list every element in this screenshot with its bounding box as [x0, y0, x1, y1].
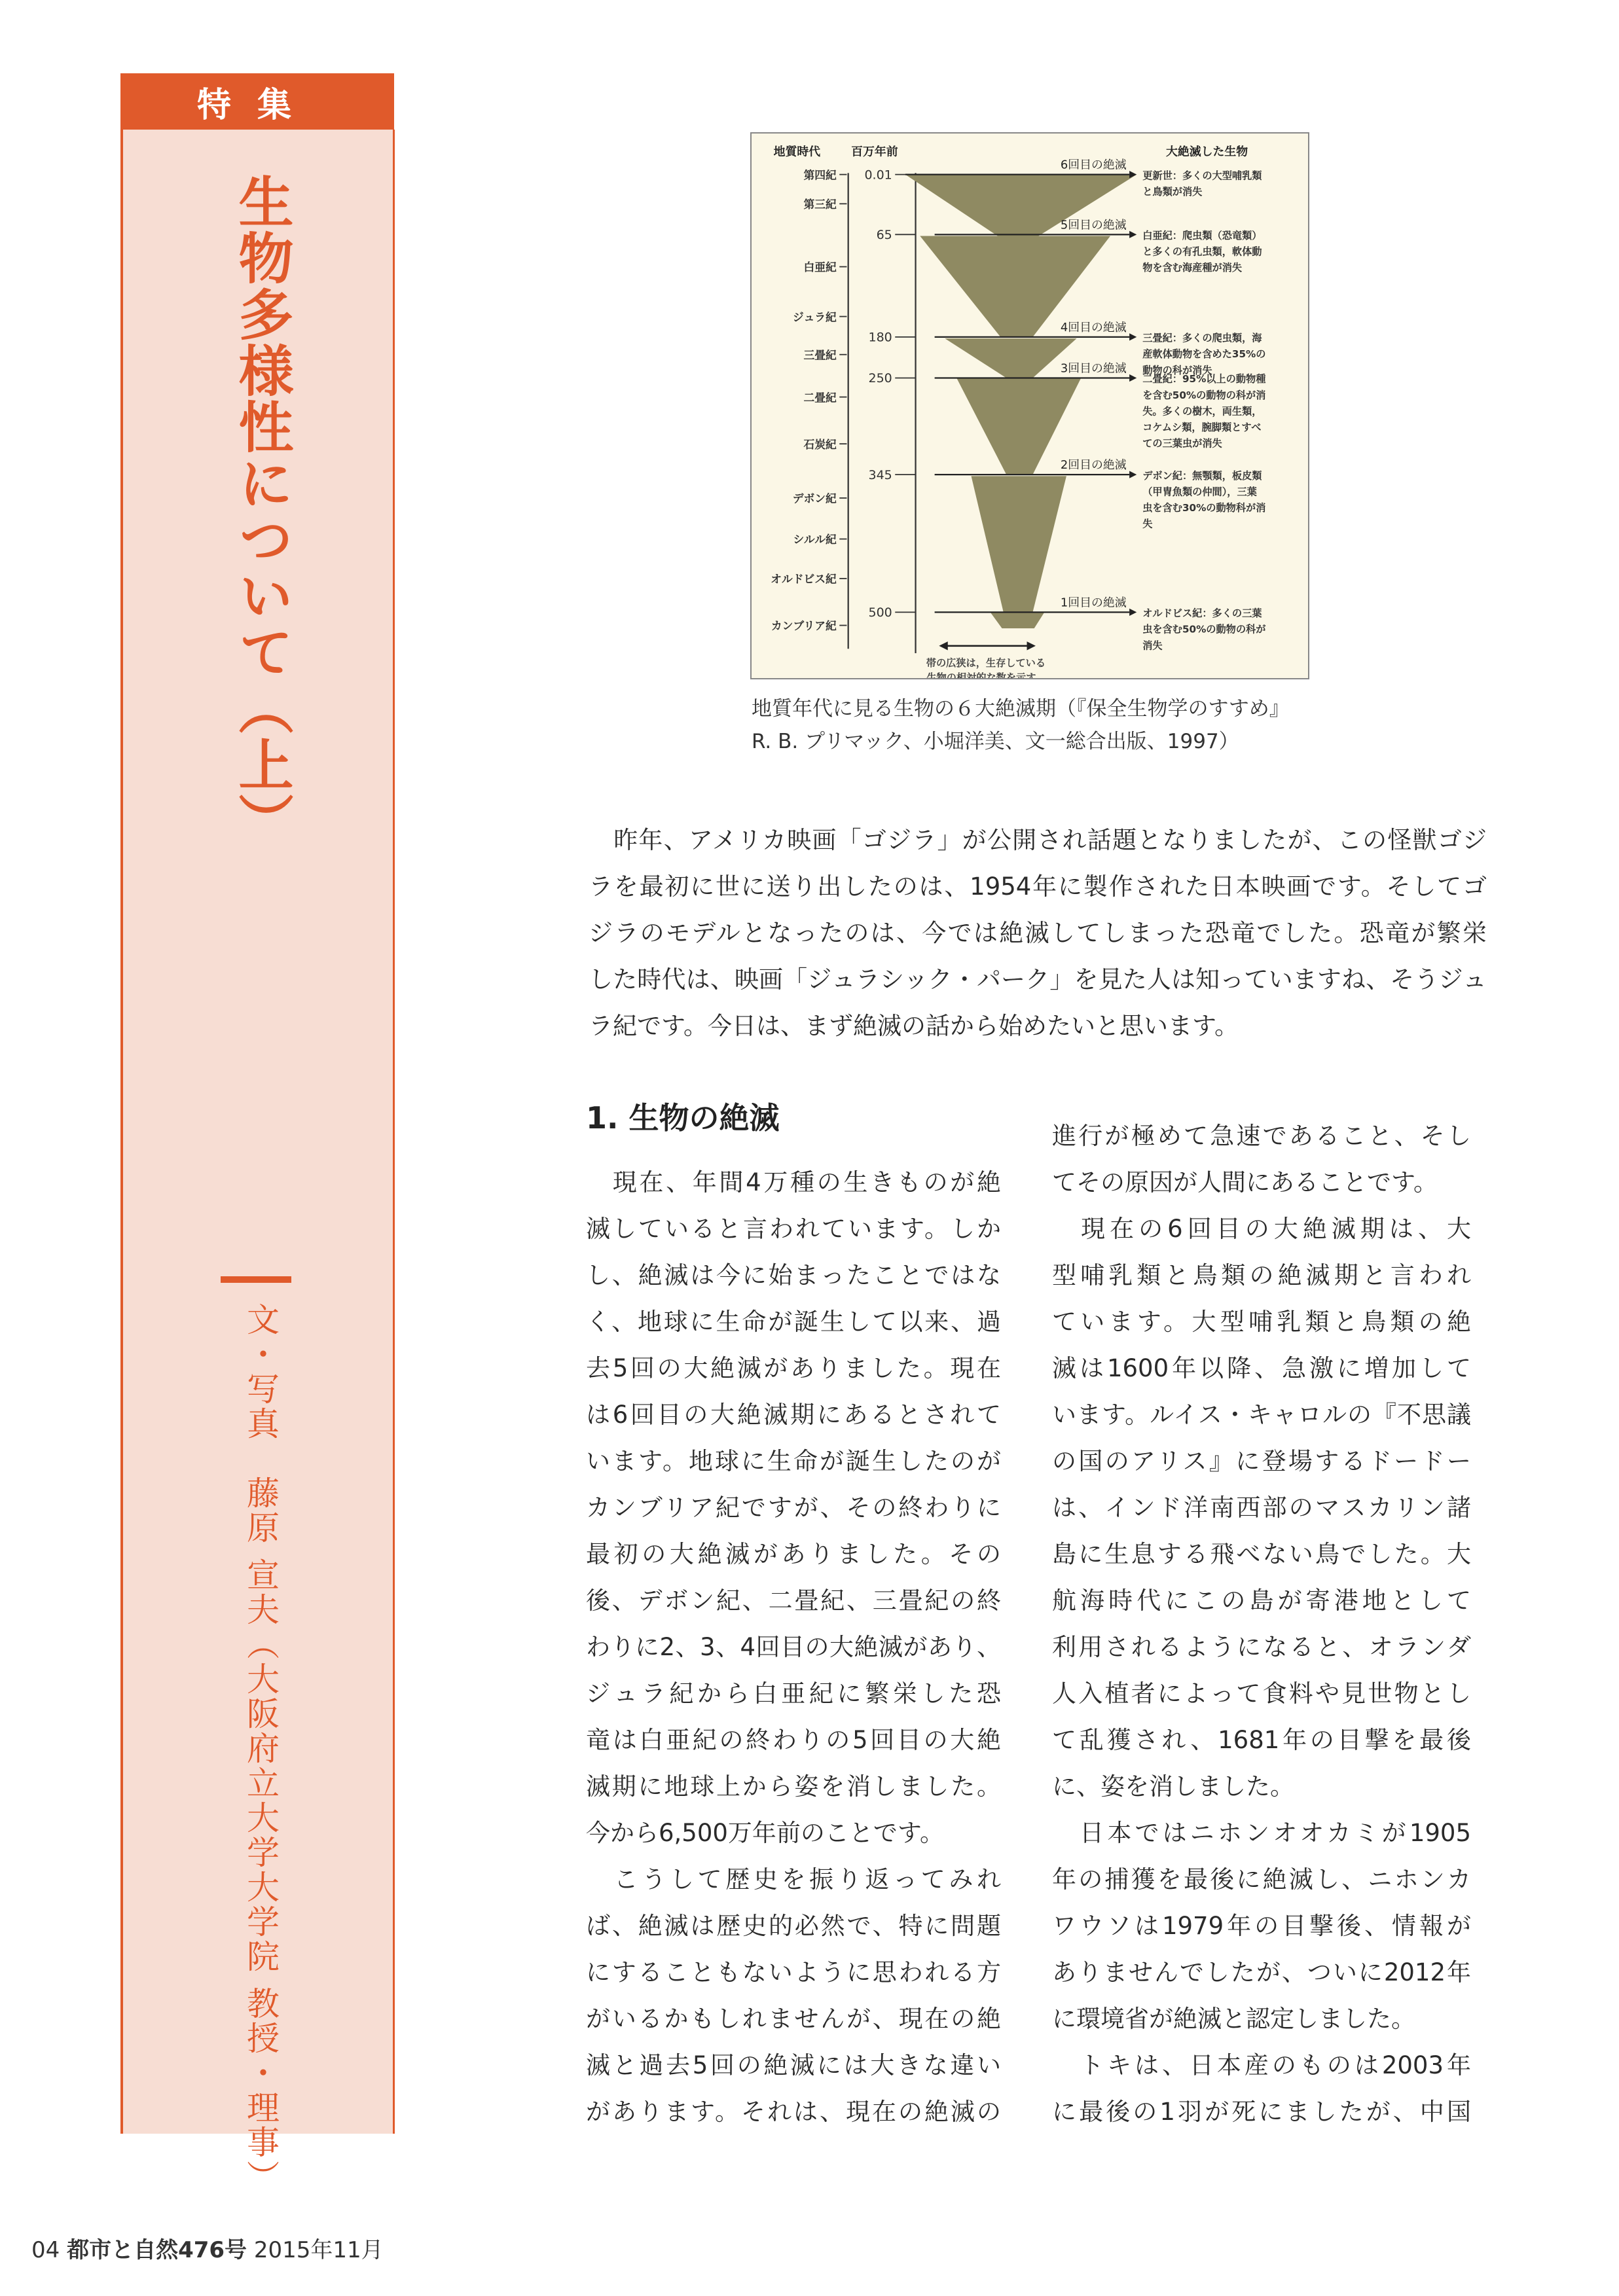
text-line: があります。それは、現在の絶滅の [586, 2098, 1001, 2126]
text-line: 今から6,500万年前のことです。 [586, 1819, 944, 1847]
extinction-label: 5回目の絶滅 [1060, 218, 1127, 232]
text-line: ワウソは1979年の目撃後、情報が [1052, 1912, 1471, 1940]
text-line: 利用されるようになると、オランダ [1052, 1633, 1471, 1661]
extinction-desc: 失。多くの樹木，両生類， [1142, 405, 1262, 418]
intro-paragraph [589, 817, 1487, 1049]
extinction-desc: 虫を含む50%の動物の科が [1142, 623, 1266, 636]
extinction-label: 2回目の絶滅 [1060, 458, 1127, 473]
diversity-band [991, 612, 1045, 628]
extinction-desc: 物を含む海産種が消失 [1142, 262, 1243, 274]
extinction-desc: （甲冑魚類の仲間），三葉 [1142, 486, 1257, 498]
diversity-band [972, 476, 1066, 612]
extinction-diagram [750, 132, 1309, 679]
arrow-icon [1129, 609, 1137, 616]
text-line: 島に生息する飛べない鳥でした。大 [1052, 1540, 1471, 1568]
text-line: は6回目の大絶滅期にあるとされて [586, 1401, 1001, 1429]
text-line: トキは、日本産のものは2003年 [1052, 2051, 1471, 2079]
age-label: 0.01 [864, 168, 892, 183]
extinction-desc: ての三葉虫が消失 [1142, 437, 1222, 450]
extinction-desc: と多くの有孔虫類，軟体動 [1142, 245, 1262, 258]
note-line: 生物の相対的な数を示す。 [926, 672, 1046, 678]
article-title: 生物多様性について（上） [230, 173, 294, 849]
period-label: 石炭紀 [803, 437, 837, 451]
arrow-icon [1129, 171, 1137, 178]
text-line: の国のアリス』に登場するドードー [1052, 1447, 1471, 1475]
extinction-desc: 虫を含む30%の動物科が消 [1142, 502, 1266, 514]
page-number: 04 [31, 2237, 60, 2263]
text-line: 型哺乳類と鳥類の絶滅期と言われ [1052, 1261, 1471, 1289]
extinction-desc: コケムシ類，腕脚類とすべ [1142, 422, 1262, 434]
text-line: ラを最初に世に送り出したのは、1954年に製作された日本映画です。そしてゴ [589, 872, 1487, 901]
text-line: 航海時代にこの島が寄港地として [1052, 1587, 1471, 1615]
text-line: 滅と過去5回の絶滅には大きな違い [586, 2051, 1001, 2079]
text-line: ています。大型哺乳類と鳥類の絶 [1052, 1308, 1471, 1336]
age-label: 65 [876, 228, 892, 243]
extinction-label: 4回目の絶滅 [1060, 320, 1127, 334]
extinction-desc: 白亜紀：爬虫類（恐竜類） [1142, 230, 1262, 242]
article-author: 文・写真 藤原 宣夫（大阪府立大学大学院 教授・理事） [242, 1302, 280, 2195]
age-label: 345 [868, 467, 892, 482]
caption-line: 地質年代に見る生物の６大絶滅期（『保全生物学のすすめ』 [752, 697, 1290, 721]
age-label: 500 [868, 605, 892, 620]
text-line: 年の捕獲を最後に絶滅し、ニホンカ [1052, 1865, 1471, 1893]
issue-date: 2015年11月 [253, 2237, 384, 2263]
header-age: 百万年前 [851, 145, 898, 159]
text-line: ジュラ紀から白亜紀に繁栄した恐 [586, 1679, 1001, 1708]
extinction-desc: 産軟体動物を含めた35%の [1142, 348, 1266, 361]
age-label: 180 [868, 330, 892, 345]
text-line: く、地球に生命が誕生して以来、過 [586, 1308, 1001, 1336]
text-line: ば、絶滅は歴史的必然で、特に問題 [586, 1912, 1001, 1940]
text-line: に最後の1羽が死にましたが、中国 [1052, 2098, 1471, 2126]
arrow-icon [1129, 333, 1137, 340]
text-line: 後、デボン紀、二畳紀、三畳紀の終 [586, 1587, 1001, 1615]
text-line: ありませんでしたが、ついに2012年 [1052, 1958, 1471, 1986]
note-line: 帯の広狭は，生存している [926, 657, 1046, 670]
text-line: て乱獲され、1681年の目撃を最後 [1052, 1726, 1471, 1754]
text-line: カンブリア紀ですが、その終わりに [586, 1494, 1001, 1522]
period-label: シルル紀 [793, 533, 837, 547]
page-footer [31, 2232, 384, 2264]
extinction-label: 6回目の絶滅 [1060, 158, 1127, 172]
arrow-left-icon [939, 641, 947, 650]
text-line: います。地球に生命が誕生したのが [586, 1447, 1001, 1475]
period-label: 第四紀 [803, 168, 837, 182]
text-line: した時代は、映画「ジュラシック・パーク」を見た人は知っていますね、そうジュ [589, 965, 1487, 994]
extinction-label: 3回目の絶滅 [1060, 361, 1127, 376]
arrow-icon [1129, 471, 1137, 478]
text-line: ラ紀です。今日は、まず絶滅の話から始めたいと思います。 [589, 1012, 1239, 1040]
text-line: 昨年、アメリカ映画「ゴジラ」が公開され話題となりましたが、この怪獣ゴジ [589, 826, 1487, 854]
extinction-desc: 更新世：多くの大型哺乳類 [1142, 170, 1262, 182]
extinction-desc: デボン紀：無顎類，板皮類 [1142, 469, 1262, 482]
period-label: オルドビス紀 [771, 572, 837, 586]
text-line: 現在の6回目の大絶滅期は、大 [1052, 1215, 1471, 1243]
text-line: 現在、年間4万種の生きものが絶 [586, 1168, 1001, 1196]
text-line: います。ルイス・キャロルの『不思議 [1052, 1401, 1471, 1429]
period-label: 二畳紀 [803, 391, 837, 404]
text-line: わりに2、3、4回目の大絶滅があり、 [586, 1633, 1001, 1661]
extinction-desc: を含む50%の動物の科が消 [1142, 389, 1266, 401]
header-period: 地質時代 [773, 145, 821, 159]
caption-line: R. B. プリマック、小堀洋美、文一総合出版、1997） [752, 730, 1239, 753]
extinction-desc: 動物の科が消失 [1142, 364, 1212, 376]
extinction-desc: 三畳紀：多くの爬虫類，海 [1142, 332, 1262, 344]
arrow-icon [1129, 231, 1137, 238]
extinction-desc: と鳥類が消失 [1142, 185, 1203, 198]
text-line: 日本ではニホンオオカミが1905 [1052, 1819, 1471, 1847]
arrow-right-icon [1027, 641, 1036, 650]
text-line: てその原因が人間にあることです。 [1052, 1168, 1438, 1196]
section-heading: 1. 生物の絶滅 [586, 1100, 780, 1136]
period-label: カンブリア紀 [771, 619, 837, 633]
extinction-desc: 二畳紀：95%以上の動物種 [1142, 373, 1266, 386]
text-line: 去5回の大絶滅がありました。現在 [586, 1354, 1001, 1382]
text-line: 最初の大絶滅がありました。その [586, 1540, 1001, 1568]
age-label: 250 [868, 371, 892, 386]
text-line: にすることもないように思われる方 [586, 1958, 1001, 1986]
extinction-desc: 失 [1142, 518, 1153, 530]
feature-header: 特集 [120, 73, 394, 130]
text-line: こうして歴史を振り返ってみれ [586, 1865, 1001, 1893]
figure-caption [752, 692, 1290, 758]
text-line: 竜は白亜紀の終わりの5回目の大絶 [586, 1726, 1001, 1754]
text-line: 滅は1600年以降、急激に増加して [1052, 1354, 1471, 1382]
period-label: 三畳紀 [803, 348, 837, 362]
text-line: 滅期に地球上から姿を消しました。 [586, 1772, 1001, 1801]
text-line: に、姿を消しました。 [1052, 1772, 1294, 1801]
extinction-diagram-svg [752, 134, 1308, 678]
text-line: し、絶滅は今に始まったことではな [586, 1261, 1001, 1289]
text-line: がいるかもしれませんが、現在の絶 [586, 2005, 1001, 2033]
text-line: ジラのモデルとなったのは、今では絶滅してしまった恐竜でした。恐竜が繁栄 [589, 919, 1487, 947]
period-label: デボン紀 [792, 492, 837, 505]
diversity-band [945, 338, 1076, 378]
author-divider [221, 1276, 291, 1283]
header-extinct: 大絶滅した生物 [1166, 145, 1248, 159]
magazine-name: 都市と自然476号 [67, 2237, 247, 2263]
period-label: ジュラ紀 [793, 310, 837, 324]
body-column-1 [586, 1159, 1001, 2135]
period-label: 白亜紀 [803, 260, 837, 274]
text-line: は、インド洋南西部のマスカリン諸 [1052, 1494, 1471, 1522]
extinction-desc: オルドビス紀：多くの三葉 [1142, 607, 1262, 620]
arrow-icon [1129, 374, 1137, 382]
text-line: に環境省が絶滅と認定しました。 [1052, 2005, 1415, 2033]
text-line: 滅していると言われています。しか [586, 1215, 1001, 1243]
text-line: 人入植者によって食料や見世物とし [1052, 1679, 1471, 1708]
text-line: 進行が極めて急速であること、そし [1052, 1122, 1471, 1150]
extinction-label: 1回目の絶滅 [1060, 596, 1127, 610]
extinction-desc: 消失 [1142, 639, 1163, 652]
period-label: 第三紀 [803, 198, 837, 211]
body-column-2 [1052, 1113, 1471, 2135]
